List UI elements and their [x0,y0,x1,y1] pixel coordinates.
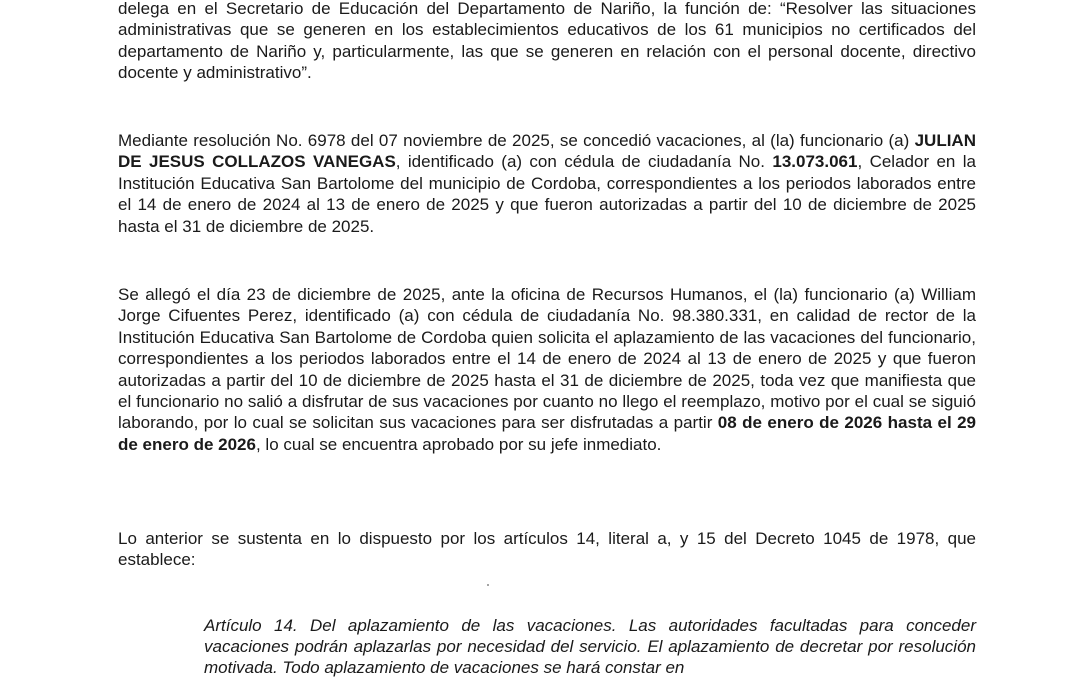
request-text-b: , lo cual se encuentra aprobado por su jefe inmediato. [255,434,662,454]
resolution-text-a: Mediante resolución No. 6978 del 07 noviembre de 2025, se concedió vacaciones, al (la) funcionario (a) [118,131,915,150]
resolution-text-b: , identificado (a) con cédula de ciudadanía No. [395,152,773,172]
paragraph-delegation-text: delega en el Secretario de Educación del Departamento de Nariño, la función de: “Resolver las situaciones administrativas que se generen en los establecimientos educativos de los 61 municipios no certificados del departamento de Nariño y, particularmente, las que se generen en relación con el personal docente, directivo docente y administrativo”. [118,0,976,83]
employee-name: JULIAN DE JESUS COLLAZOS VANEGAS [118,131,976,172]
paragraph-resolution [118,130,976,237]
paragraph-request [118,284,976,455]
resolution-text-c: , Celador en la Institución Educativa San Bartolome del municipio de Cordoba, correspondientes a los periodos laborados entre el 14 de enero de 2024 al 13 de enero de 2025 y que fueron autorizadas a partir del 10 de diciembre de 2025 hasta el 31 de diciembre de 2025. [118,152,976,236]
scan-speck [487,584,489,586]
quoted-article-text: Artículo 14. Del aplazamiento de las vacaciones. Las autoridades facultadas para conceder vacaciones podrán aplazarlas por necesidad del servicio. El aplazamiento de decretar por resolución motivada. Todo aplazamiento de vacaciones se hará constar en [204,616,976,677]
paragraph-legal-basis [118,528,976,571]
quoted-article [204,615,976,678]
paragraph-delegation [118,0,976,84]
legal-basis-text: Lo anterior se sustenta en lo dispuesto por los artículos 14, literal a, y 15 del Decreto 1045 de 1978, que establece: [118,529,976,570]
request-text-a: Se allegó el día 23 de diciembre de 2025, ante la oficina de Recursos Humanos, el (la) funcionario (a) William Jorge Cifuentes Perez, identificado (a) con cédula de ciudadanía No. 98.380.331, en calidad de rector de la Institución Educativa San Bartolome de Cordoba quien solicita el aplazamiento de las vacaciones del funcionario, correspondientes a los periodos laborados entre el 14 de enero de 2024 al 13 de enero de 2025 y que fueron autorizadas a partir del 10 de diciembre de 2025 hasta el 31 de diciembre de 2025, toda vez que manifiesta que el funcionario no salió a disfrutar de sus vacaciones por cuanto no llego el reemplazo, motivo por el cual se siguió laborando, por lo cual se solicitan sus vacaciones para ser disfrutadas a partir [118,285,976,433]
employee-id-number: 13.073.061 [772,152,858,172]
vacation-dates: 08 de enero de 2026 hasta el 29 de enero de 2026 [118,413,977,454]
